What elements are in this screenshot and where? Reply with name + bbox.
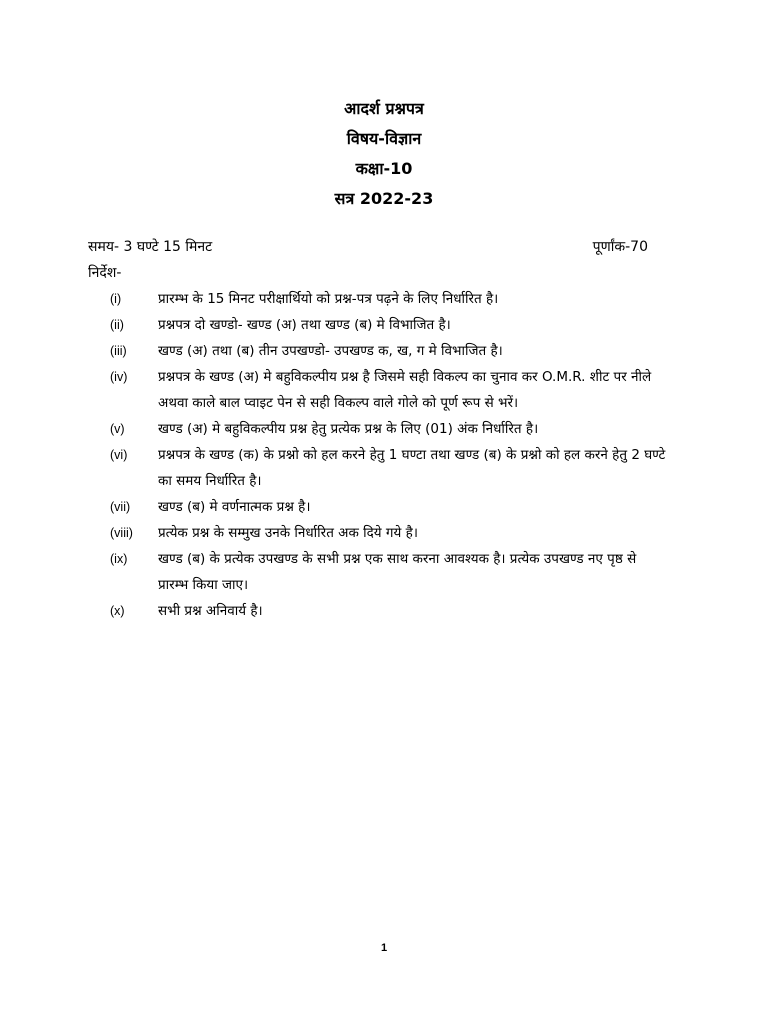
title-block <box>0 94 768 214</box>
instruction-number: (vii) <box>110 500 131 514</box>
instruction-item <box>110 338 670 364</box>
instruction-text: सभी प्रश्न अनिवार्य है। <box>158 603 263 619</box>
instruction-item <box>110 546 670 598</box>
instruction-item <box>110 598 670 624</box>
instruction-text: खण्ड (अ) मे बहुविकल्पीय प्रश्न हेतु प्रत्येक प्रश्न के लिए (01) अंक निर्धारित है। <box>158 421 539 437</box>
class-title: कक्षा-10 <box>355 159 413 178</box>
maximum-marks: पूर्णांक-70 <box>592 239 648 255</box>
instruction-item <box>110 442 670 494</box>
instruction-number: (vi) <box>110 448 128 462</box>
instruction-number: (ix) <box>110 552 128 566</box>
instruction-text: प्रश्नपत्र के खण्ड (अ) मे बहुविकल्पीय प्रश्न है जिसमे सही विकल्प का चुनाव कर O.M.R. शीट पर नीले अथवा काले बाल प्वाइट पेन से सही विकल्प वाले गोले को पूर्ण रूप से भरें। <box>158 369 652 411</box>
instruction-item <box>110 364 670 416</box>
exam-duration: समय- 3 घण्टे 15 मिनट <box>88 239 213 255</box>
instruction-text: प्रश्नपत्र दो खण्डो- खण्ड (अ) तथा खण्ड (ब) मे विभाजित है। <box>158 317 451 333</box>
instruction-item <box>110 286 670 312</box>
instruction-text: खण्ड (ब) के प्रत्येक उपखण्ड के सभी प्रश्न एक साथ करना आवश्यक है। प्रत्येक उपखण्ड नए पृष्ठ से प्रारम्भ किया जाए। <box>158 551 637 593</box>
instruction-text: खण्ड (अ) तथा (ब) तीन उपखण्डो- उपखण्ड क, ख, ग मे विभाजित है। <box>158 343 503 359</box>
instruction-number: (i) <box>110 292 122 306</box>
exam-meta-row <box>88 236 648 258</box>
paper-title: आदर्श प्रश्नपत्र <box>344 99 424 118</box>
instruction-number: (iv) <box>110 370 128 384</box>
page-number: 1 <box>380 942 388 954</box>
instructions-heading: निर्देश- <box>88 265 122 281</box>
instruction-number: (viii) <box>110 526 133 540</box>
instructions-list <box>110 286 670 624</box>
session-title: सत्र 2022-23 <box>334 189 434 208</box>
instruction-number: (x) <box>110 604 125 618</box>
instruction-item <box>110 416 670 442</box>
instruction-item <box>110 312 670 338</box>
instruction-number: (ii) <box>110 318 124 332</box>
instruction-text: प्रश्नपत्र के खण्ड (क) के प्रश्नो को हल करने हेतु 1 घण्टा तथा खण्ड (ब) के प्रश्नो को हल करने हेतु 2 घण्टे का समय निर्धारित है। <box>158 447 666 489</box>
instruction-number: (v) <box>110 422 125 436</box>
instruction-text: प्रत्येक प्रश्न के सम्मुख उनके निर्धारित अक दिये गये है। <box>158 525 418 541</box>
subject-title: विषय-विज्ञान <box>346 129 422 148</box>
instruction-number: (iii) <box>110 344 127 358</box>
instruction-item <box>110 520 670 546</box>
instruction-text: खण्ड (ब) मे वर्णनात्मक प्रश्न है। <box>158 499 311 515</box>
instruction-text: प्रारम्भ के 15 मिनट परीक्षार्थियो को प्रश्न-पत्र पढ़ने के लिए निर्धारित है। <box>158 291 499 307</box>
instruction-item <box>110 494 670 520</box>
